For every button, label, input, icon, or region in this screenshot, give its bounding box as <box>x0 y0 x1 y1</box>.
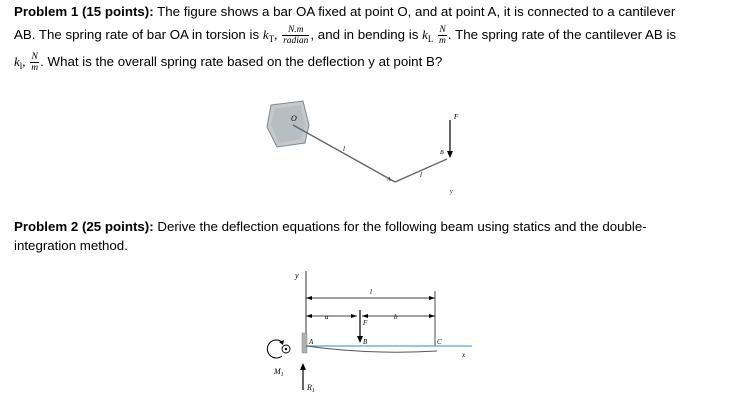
label-a-point: A <box>309 338 314 346</box>
kl-symbol: $k_l$, <box>14 54 26 72</box>
kL-unit-fraction <box>438 25 447 46</box>
label-l: l <box>370 288 372 296</box>
label-b: B <box>440 150 444 156</box>
problem2-line2-text: integration method. <box>14 238 128 253</box>
label-r1: $R_1$ <box>307 383 315 394</box>
label-l2: l <box>420 171 422 179</box>
force-arrow-head <box>447 151 453 158</box>
label-a: a <box>325 313 329 321</box>
problem2-figure <box>262 263 487 403</box>
kL-symbol: $k_L$ <box>422 27 434 45</box>
label-x: x <box>462 351 466 359</box>
label-o: O <box>291 114 297 123</box>
beam-deflected <box>306 346 437 352</box>
problem1-line1-text: The figure shows a bar OA fixed at point O, and at point A, it is connected to a cantilever <box>157 4 676 19</box>
kl-unit-num: N <box>31 52 38 62</box>
problem1-line3-text: . What is the overall spring rate based on the deflection y at point B? <box>40 54 443 70</box>
wall-support <box>302 333 307 353</box>
label-a: A <box>387 177 391 183</box>
problem1-heading: Problem 1 (15 points): <box>14 4 154 19</box>
label-f: F <box>363 319 368 327</box>
kT-unit-fraction <box>282 25 309 46</box>
problem1-figure <box>255 95 470 200</box>
problem1-line2-a: AB. The spring rate of bar OA in torsion is <box>14 27 260 43</box>
label-b-point: B <box>363 338 368 346</box>
problem1-line1 <box>14 4 675 19</box>
kT-unit-den: radian <box>283 36 309 46</box>
kT-symbol: $k_T$, <box>262 27 278 45</box>
label-m1: $M_1$ <box>274 367 284 378</box>
label-l: l <box>343 145 345 153</box>
label-b: b <box>394 313 398 321</box>
problem1-line2 <box>14 25 676 46</box>
kL-unit-num: N <box>439 25 446 35</box>
label-y: y <box>450 189 453 195</box>
label-f: F <box>454 113 459 121</box>
bar-oa <box>293 125 395 182</box>
problem1-line2-b: , and in bending is <box>310 27 419 43</box>
problem1-line2-c: . The spring rate of the cantilever AB is <box>447 27 677 43</box>
label-c-point: C <box>437 338 442 346</box>
problem2-line1 <box>14 219 647 234</box>
problem2-heading: Problem 2 (25 points): <box>14 219 154 234</box>
kl-unit-den: m <box>31 63 39 73</box>
problem2-line1-text: Derive the deflection equations for the following beam using statics and the double- <box>157 219 647 234</box>
problem2-line2 <box>14 238 128 253</box>
kT-unit-num: N.m <box>282 25 309 36</box>
reaction-r1-arrow <box>300 363 306 370</box>
kl-unit-fraction <box>30 52 39 73</box>
problem1-line3 <box>14 52 442 73</box>
kL-unit-den: m <box>439 36 446 46</box>
label-y-axis: y <box>295 271 299 280</box>
